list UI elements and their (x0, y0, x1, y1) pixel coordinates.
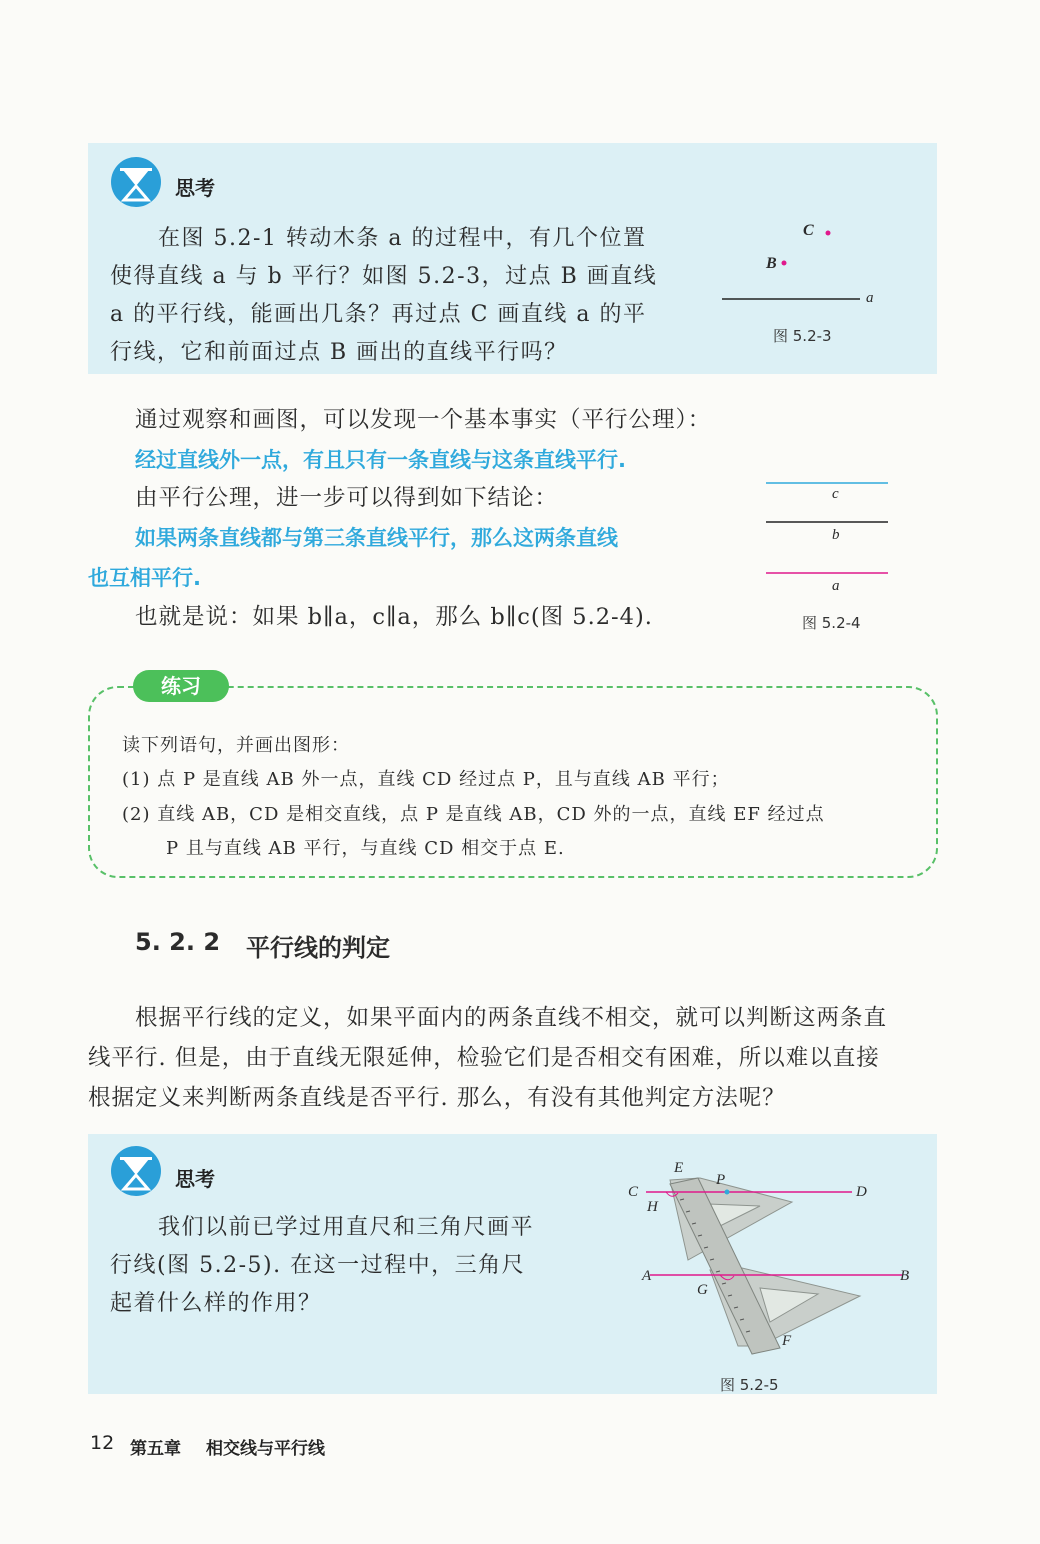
section-paragraph-line: 根据定义来判断两条直线是否平行. 那么，有没有其他判定方法呢？ (88, 1085, 786, 1111)
figure-caption: 图 5.2-5 (720, 1376, 779, 1394)
exercise-item-cont: P 且与直线 AB 平行，与直线 CD 相交于点 E. (166, 838, 565, 859)
chapter-title: 相交线与平行线 (206, 1439, 325, 1459)
figure-caption: 图 5.2-4 (802, 614, 861, 632)
corollary-line: 也互相平行. (88, 566, 201, 590)
exercise-item: (2) 直线 AB，CD 是相交直线，点 P 是直线 AB，CD 外的一点，直线 EF 经过点 (122, 804, 825, 825)
symbolic-statement: 也就是说：如果 b∥a，c∥a，那么 b∥c(图 5.2-4). (135, 604, 653, 630)
think-text-line: 我们以前已学过用直尺和三角尺画平 (158, 1215, 535, 1240)
corollary-line: 如果两条直线都与第三条直线平行，那么这两条直线 (135, 526, 618, 550)
label-line-a: a (866, 290, 874, 306)
think-text-line: 使得直线 a 与 b 平行？如图 5.2-3，过点 B 画直线 (110, 264, 658, 289)
point-b-dot (782, 261, 787, 266)
label-f: F (782, 1333, 792, 1349)
chapter-label: 第五章 (130, 1439, 181, 1459)
point-c-dot (826, 231, 831, 236)
section-paragraph-line: 根据平行线的定义，如果平面内的两条直线不相交，就可以判断这两条直 (135, 1005, 888, 1031)
exercise-badge-label: 练习 (161, 674, 201, 698)
section-number: 5. 2. 2 (135, 928, 221, 956)
section-paragraph-line: 线平行. 但是，由于直线无限延伸，检验它们是否相交有困难，所以难以直接 (88, 1045, 880, 1071)
label-d: D (856, 1184, 867, 1200)
label-p: P (716, 1172, 726, 1188)
label-a: A (642, 1268, 652, 1284)
think-title: 思考 (175, 176, 215, 200)
axiom-intro: 通过观察和画图，可以发现一个基本事实（平行公理）： (135, 407, 712, 433)
point-p-dot (725, 1190, 730, 1195)
think-title: 思考 (175, 1167, 215, 1191)
exercise-intro: 读下列语句，并画出图形： (122, 735, 350, 756)
think-icon (110, 1145, 162, 1197)
think-icon (110, 156, 162, 208)
think-text-line: a 的平行线，能画出几条？再过点 C 画直线 a 的平 (110, 302, 647, 327)
label-point-c: C (803, 222, 814, 239)
figure-caption: 图 5.2-3 (773, 327, 832, 345)
axiom-statement: 经过直线外一点，有且只有一条直线与这条直线平行. (135, 448, 626, 472)
exercise-item: (1) 点 P 是直线 AB 外一点，直线 CD 经过点 P，且与直线 AB 平行； (122, 769, 730, 790)
think-text-line: 行线(图 5.2-5). 在这一过程中，三角尺 (110, 1253, 526, 1278)
page-number: 12 (90, 1432, 115, 1454)
think-text-line: 行线，它和前面过点 B 画出的直线平行吗？ (110, 340, 568, 365)
exercise-badge (133, 670, 229, 702)
label-b: b (832, 527, 840, 543)
label-c: c (832, 486, 839, 502)
label-e: E (674, 1160, 684, 1176)
section-title: 平行线的判定 (246, 934, 390, 962)
label-b: B (900, 1268, 910, 1284)
label-h: H (647, 1199, 658, 1215)
think-text-line: 在图 5.2-1 转动木条 a 的过程中，有几个位置 (158, 226, 647, 251)
label-g: G (697, 1282, 708, 1298)
label-point-b: B (766, 255, 777, 272)
figure-5-2-4 (760, 478, 900, 588)
corollary-intro: 由平行公理，进一步可以得到如下结论： (135, 485, 559, 511)
think-text-line: 起着什么样的作用？ (110, 1291, 322, 1316)
label-a: a (832, 578, 840, 594)
figure-5-2-5 (620, 1160, 920, 1360)
label-c: C (628, 1184, 639, 1200)
